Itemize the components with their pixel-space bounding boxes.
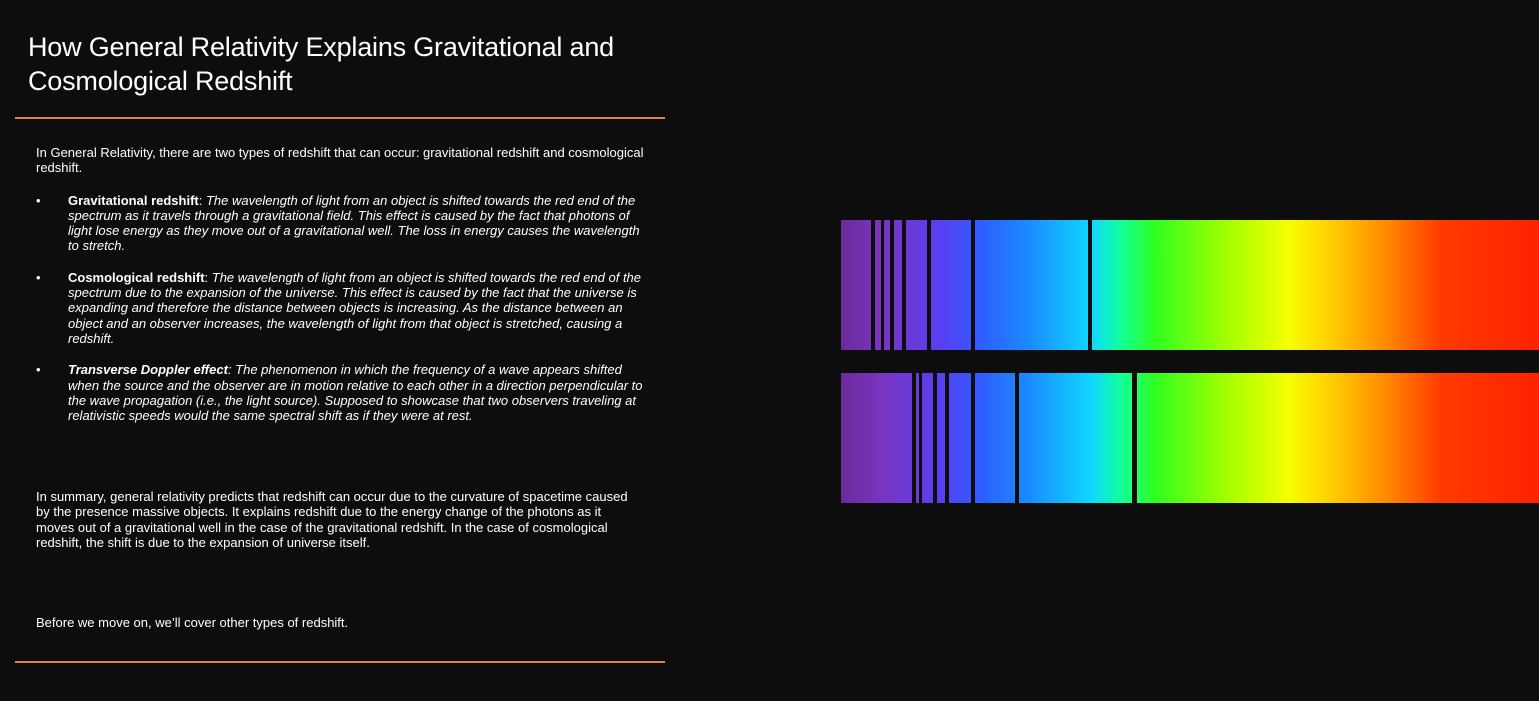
bullet-term: Cosmological redshift bbox=[68, 269, 205, 285]
bullet-text: The wavelength of light from an object is shifted towards the red end of the spectrum as it travels through a gravitational field. This effect is caused by the fact that photons of light lose energy as they move out of a gravitational well. The loss in energy causes the wavelength to stretch. bbox=[68, 192, 640, 254]
absorption-line bbox=[927, 220, 931, 350]
slide-title: How General Relativity Explains Gravitational and Cosmological Redshift bbox=[28, 32, 614, 96]
footer-divider bbox=[15, 661, 665, 663]
bullet-term: Transverse Doppler effect bbox=[68, 362, 228, 378]
redshift-list bbox=[36, 193, 651, 424]
bullet-text: The wavelength of light from an object is shifted towards the red end of the spectrum due to the expansion of the universe. This effect is caused by the fact that the universe is expanding and therefore the distance between objects is increasing. As the distance between an object and an observer increases, the wavelength of light from that object is stretched, causing a redshift. bbox=[68, 269, 642, 346]
absorption-line bbox=[971, 220, 975, 350]
summary-paragraph: In summary, general relativity predicts that redshift can occur due to the curvature of spacetime caused by the presence massive objects. It explains redshift due to the energy change of the photons as it moves out of a gravitational well in the case of the gravitational redshift. In the case of cosmological redshift, the shift is due to the expansion of universe itself. bbox=[36, 489, 628, 550]
title-divider bbox=[15, 117, 665, 119]
absorption-line bbox=[933, 373, 937, 503]
absorption-line bbox=[1132, 373, 1137, 503]
list-item bbox=[36, 362, 651, 423]
bullet-marker: • bbox=[36, 269, 41, 285]
bullet-marker: • bbox=[36, 192, 41, 208]
absorption-line bbox=[902, 220, 906, 350]
list-item bbox=[36, 193, 651, 254]
bullet-separator: : bbox=[204, 269, 212, 285]
bullet-separator: : bbox=[198, 192, 206, 208]
absorption-line bbox=[912, 373, 916, 503]
bullet-term: Gravitational redshift bbox=[68, 192, 199, 208]
bullet-separator: : bbox=[227, 362, 236, 378]
intro-paragraph: In General Relativity, there are two types of redshift that can occur: gravitational redshift and cosmological redshift. bbox=[36, 145, 644, 176]
list-item bbox=[36, 270, 651, 346]
closing-paragraph: Before we move on, we’ll cover other types of redshift. bbox=[36, 615, 349, 630]
bullet-text: The phenomenon in which the frequency of a wave appears shifted when the source and the observer are in motion relative to each other in a direction perpendicular to the wave propagation (i.e., the light source). Supposed to showcase that two observers traveling at relativistic speeds would the same spectral shift as if they were at rest. bbox=[68, 362, 643, 424]
absorption-line bbox=[945, 373, 949, 503]
absorption-line bbox=[971, 373, 975, 503]
absorption-line bbox=[1015, 373, 1019, 503]
absorption-line bbox=[890, 220, 894, 350]
absorption-line bbox=[919, 373, 922, 503]
absorption-line bbox=[881, 220, 884, 350]
bullet-marker: • bbox=[36, 362, 41, 378]
absorption-line bbox=[871, 220, 875, 350]
absorption-line bbox=[1088, 220, 1092, 350]
body-text bbox=[36, 145, 651, 439]
spectrum-image-shifted bbox=[841, 373, 1539, 503]
spectrum-image-reference bbox=[841, 220, 1539, 350]
